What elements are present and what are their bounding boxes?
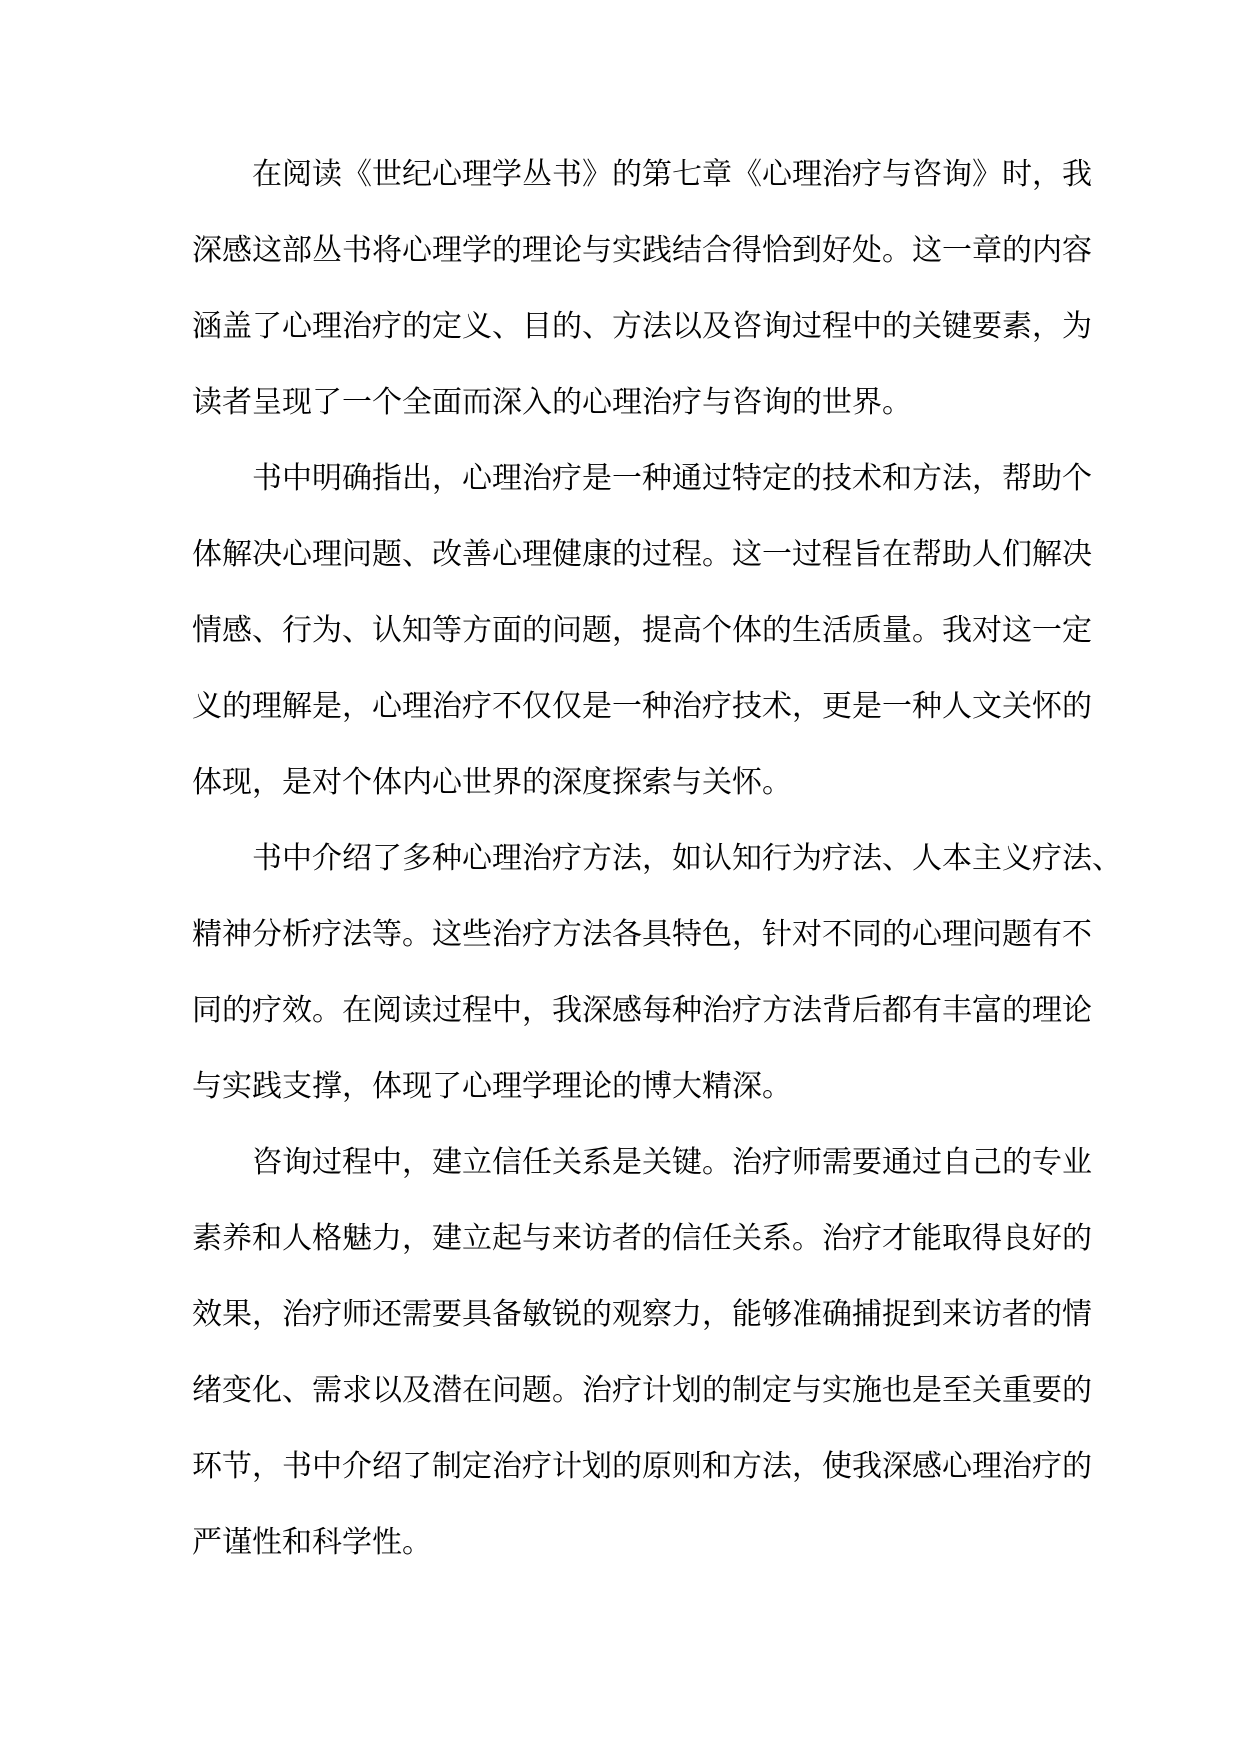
paragraph-4-line-3: 效果，治疗师还需要具备敏锐的观察力，能够准确捕捉到来访者的情: [192, 1297, 1092, 1332]
paragraph-3-line-3: 同的疗效。在阅读过程中，我深感每种治疗方法背后都有丰富的理论: [192, 993, 1092, 1028]
paragraph-2-line-4: 义的理解是，心理治疗不仅仅是一种治疗技术，更是一种人文关怀的: [192, 689, 1092, 724]
paragraph-4-line-5: 环节，书中介绍了制定治疗计划的原则和方法，使我深感心理治疗的: [192, 1449, 1092, 1484]
paragraph-2-line-2: 体解决心理问题、改善心理健康的过程。这一过程旨在帮助人们解决: [192, 537, 1092, 572]
paragraph-3-line-4: 与实践支撑，体现了心理学理论的博大精深。: [192, 1069, 792, 1104]
paragraph-2-line-1: 书中明确指出，心理治疗是一种通过特定的技术和方法，帮助个: [252, 461, 1092, 496]
paragraph-3-line-2: 精神分析疗法等。这些治疗方法各具特色，针对不同的心理问题有不: [192, 917, 1092, 952]
paragraph-1-line-3: 涵盖了心理治疗的定义、目的、方法以及咨询过程中的关键要素，为: [192, 309, 1092, 344]
paragraph-4-line-1: 咨询过程中，建立信任关系是关键。治疗师需要通过自己的专业: [252, 1145, 1092, 1180]
paragraph-2-line-3: 情感、行为、认知等方面的问题，提高个体的生活质量。我对这一定: [192, 613, 1092, 648]
paragraph-1-line-4: 读者呈现了一个全面而深入的心理治疗与咨询的世界。: [192, 385, 912, 420]
paragraph-4-line-6: 严谨性和科学性。: [192, 1525, 432, 1560]
document-body: [192, 137, 1122, 1581]
paragraph-4-line-2: 素养和人格魅力，建立起与来访者的信任关系。治疗才能取得良好的: [192, 1221, 1092, 1256]
paragraph-4-line-4: 绪变化、需求以及潜在问题。治疗计划的制定与实施也是至关重要的: [192, 1373, 1092, 1408]
paragraph-1-line-1: 在阅读《世纪心理学丛书》的第七章《心理治疗与咨询》时，我: [252, 157, 1092, 192]
paragraph-2-line-5: 体现，是对个体内心世界的深度探索与关怀。: [192, 765, 792, 800]
paragraph-1-line-2: 深感这部丛书将心理学的理论与实践结合得恰到好处。这一章的内容: [192, 233, 1092, 268]
paragraph-3-line-1: 书中介绍了多种心理治疗方法，如认知行为疗法、人本主义疗法、: [252, 841, 1122, 876]
